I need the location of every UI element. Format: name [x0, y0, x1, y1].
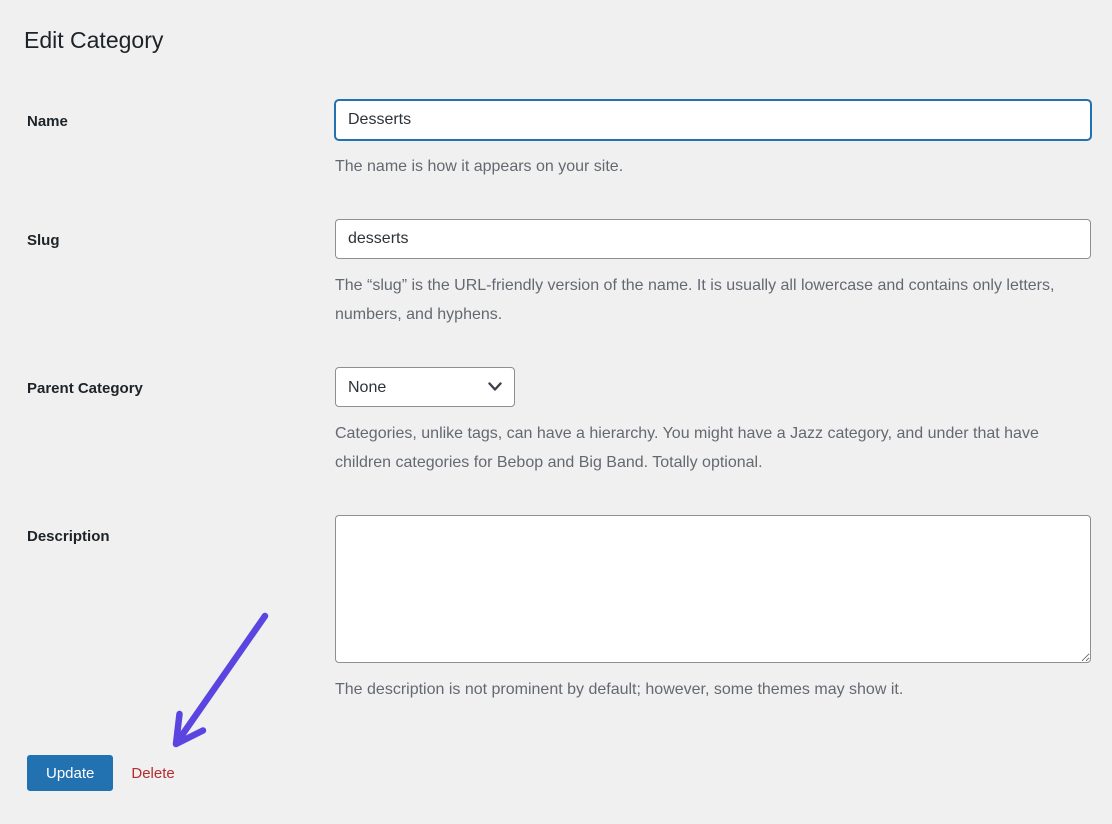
parent-category-label: Parent Category: [27, 380, 143, 397]
parent-category-help-text: Categories, unlike tags, can have a hierarchy. You might have a Jazz category, and under that have children categories for Bebop and Big Band. Totally optional.: [335, 425, 1039, 471]
name-input[interactable]: [335, 100, 1091, 140]
form-row-description: [24, 515, 1091, 704]
form-actions: [27, 755, 1091, 791]
edit-category-form: [24, 100, 1091, 791]
form-row-slug: [24, 219, 1091, 329]
form-row-name: [24, 100, 1091, 181]
slug-input[interactable]: [335, 219, 1091, 259]
description-textarea[interactable]: [335, 515, 1091, 663]
name-label: Name: [27, 113, 68, 130]
slug-label: Slug: [27, 232, 60, 249]
slug-help-text: The “slug” is the URL-friendly version of the name. It is usually all lowercase and contains only letters, numbers, and hyphens.: [335, 277, 1055, 323]
parent-category-select[interactable]: [335, 367, 515, 407]
parent-category-select-wrap: [335, 367, 515, 407]
form-row-parent-category: [24, 367, 1091, 477]
description-label: Description: [27, 528, 110, 545]
update-button[interactable]: Update: [27, 755, 113, 791]
page-title: Edit Category: [24, 27, 164, 53]
delete-link[interactable]: Delete: [131, 764, 175, 782]
description-help-text: The description is not prominent by default; however, some themes may show it.: [335, 681, 904, 698]
name-help-text: The name is how it appears on your site.: [335, 158, 624, 175]
